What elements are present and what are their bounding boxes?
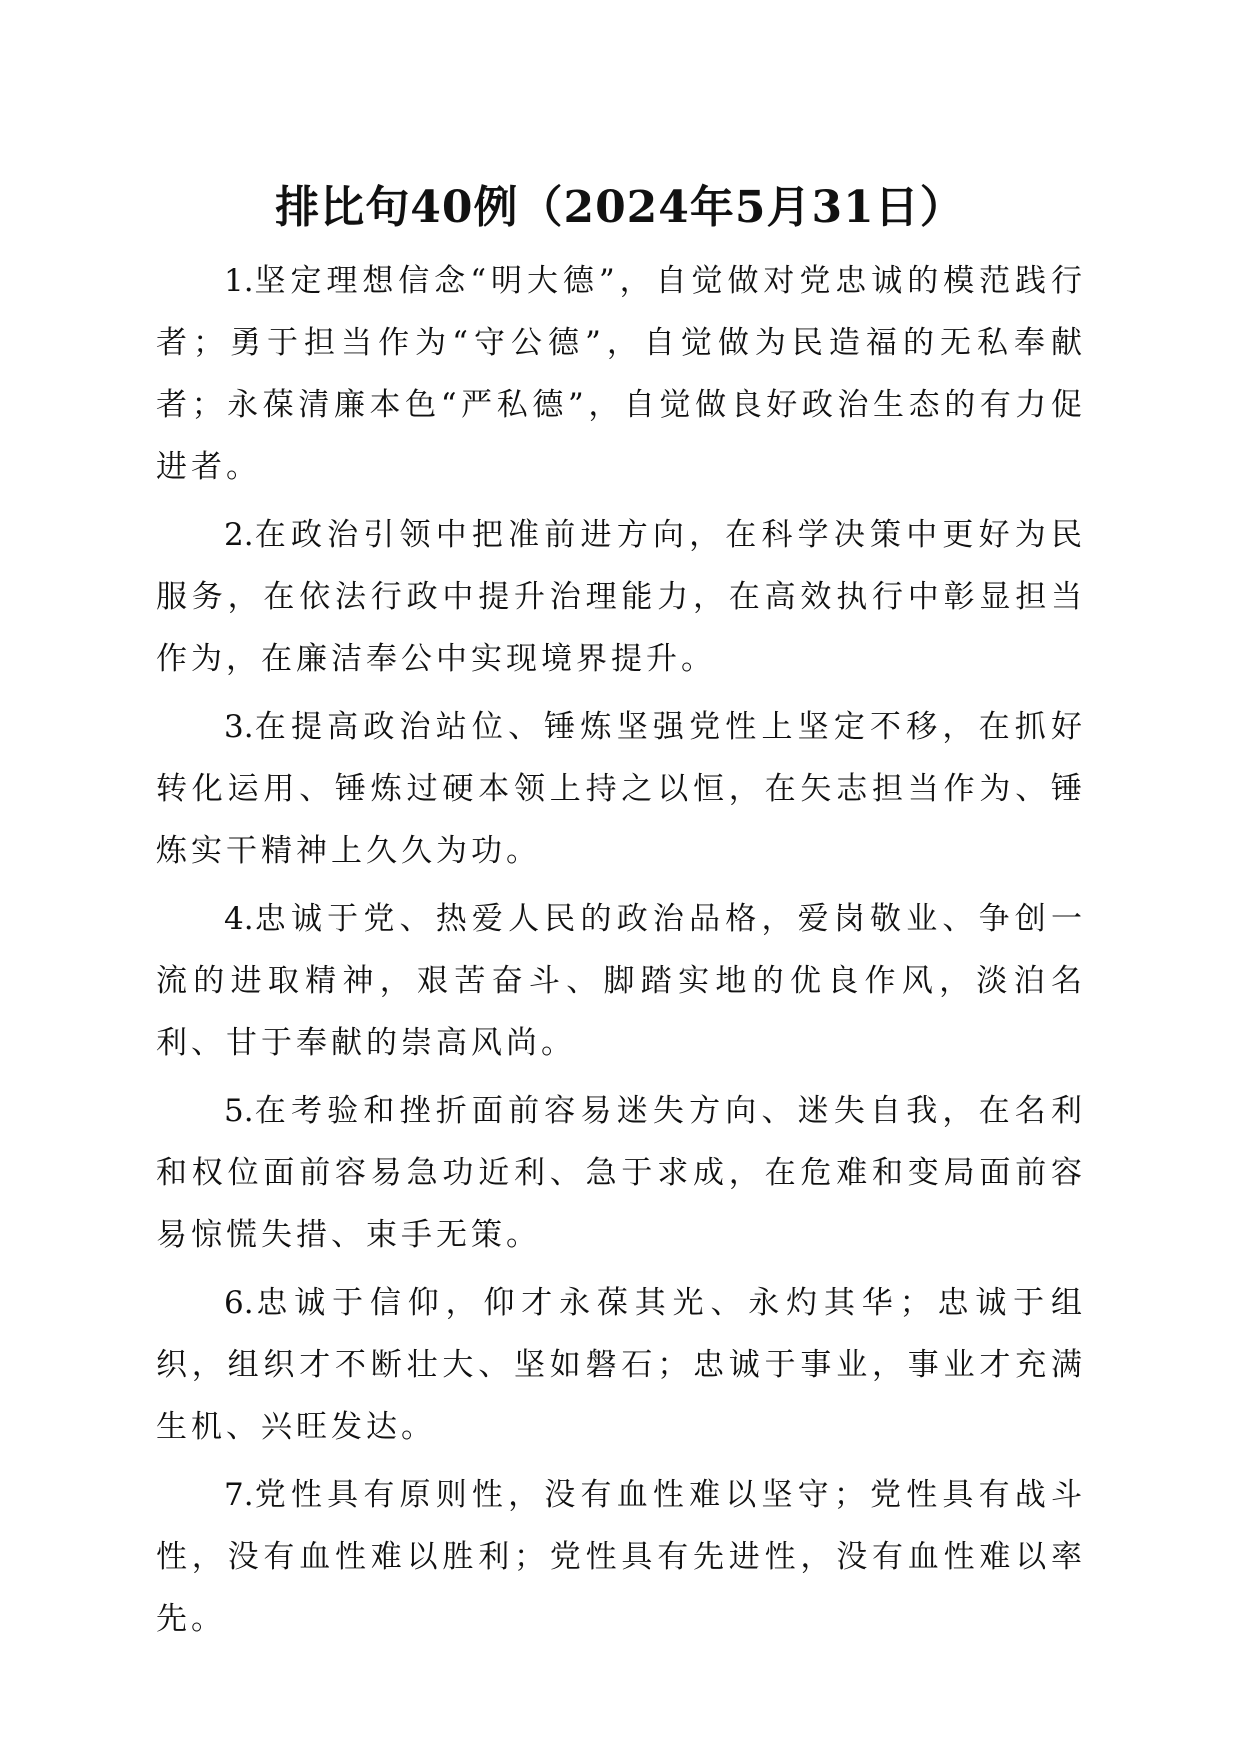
paragraph-text: 忠诚于信仰，仰才永葆其光、永灼其华；忠诚于组织，组织才不断壮大、坚如磐石；忠诚于事业，事业才充满生机、兴旺发达。 (156, 1285, 1086, 1445)
paragraph-7 (156, 1464, 1086, 1650)
paragraph-text: 在提高政治站位、锤炼坚强党性上坚定不移，在抓好转化运用、锤炼过硬本领上持之以恒，在矢志担当作为、锤炼实干精神上久久为功。 (156, 709, 1086, 869)
paragraph-number: 6. (224, 1285, 254, 1321)
paragraph-2 (156, 504, 1086, 690)
paragraph-text: 在政治引领中把准前进方向，在科学决策中更好为民服务，在依法行政中提升治理能力，在高效执行中彰显担当作为，在廉洁奉公中实现境界提升。 (156, 517, 1086, 677)
paragraph-6 (156, 1272, 1086, 1458)
paragraph-1 (156, 250, 1086, 498)
paragraph-text: 在考验和挫折面前容易迷失方向、迷失自我，在名利和权位面前容易急功近利、急于求成，在危难和变局面前容易惊慌失措、束手无策。 (156, 1093, 1086, 1253)
paragraph-3 (156, 696, 1086, 882)
paragraph-number: 1. (224, 263, 254, 299)
paragraph-number: 7. (224, 1477, 254, 1513)
document-title: 排比句40例（2024年5月31日） (275, 182, 965, 233)
paragraph-number: 3. (224, 709, 254, 745)
paragraph-5 (156, 1080, 1086, 1266)
paragraph-number: 2. (224, 517, 254, 553)
paragraph-text: 坚定理想信念“明大德”，自觉做对党忠诚的模范践行者；勇于担当作为“守公德”，自觉做为民造福的无私奉献者；永葆清廉本色“严私德”，自觉做良好政治生态的有力促进者。 (156, 263, 1086, 485)
paragraph-text: 党性具有原则性，没有血性难以坚守；党性具有战斗性，没有血性难以胜利；党性具有先进性，没有血性难以率先。 (156, 1477, 1086, 1637)
paragraph-number: 5. (224, 1093, 254, 1129)
paragraph-number: 4. (224, 901, 254, 937)
document-body (156, 250, 1086, 1656)
paragraph-4 (156, 888, 1086, 1074)
paragraph-text: 忠诚于党、热爱人民的政治品格，爱岗敬业、争创一流的进取精神，艰苦奋斗、脚踏实地的优良作风，淡泊名利、甘于奉献的崇高风尚。 (156, 901, 1086, 1061)
